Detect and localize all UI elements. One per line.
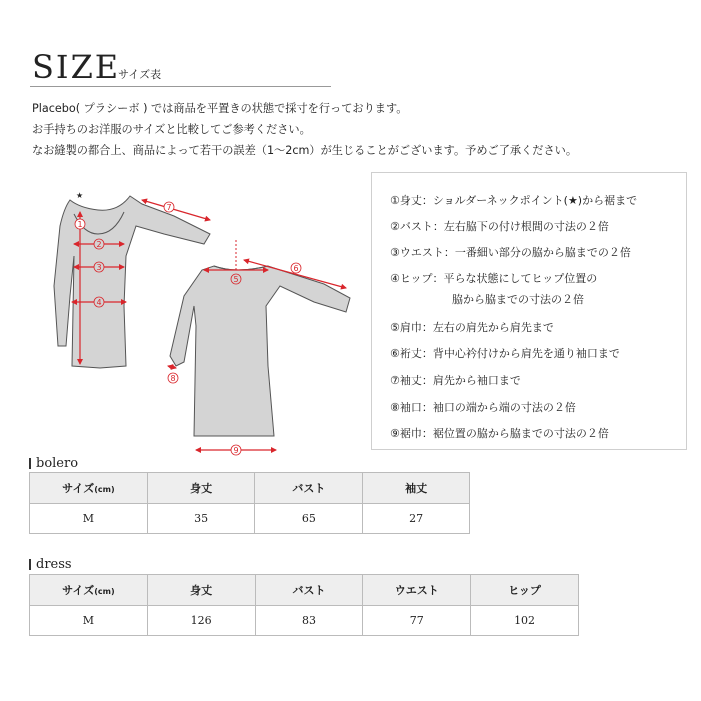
marker-3 xyxy=(94,262,104,272)
marker-2 xyxy=(94,239,104,249)
marker-7-label: 7 xyxy=(166,203,172,212)
intro-text xyxy=(32,98,577,161)
page-subtitle: サイズ表 xyxy=(118,68,162,81)
marker-9-label: 9 xyxy=(233,446,239,455)
marker-4 xyxy=(94,297,104,307)
size-header-text: サイズ xyxy=(62,584,95,597)
dress-section-label xyxy=(29,557,72,572)
value-cell: 77 xyxy=(363,606,471,636)
legend-item-8: ⑧袖口：袖口の端から端の寸法の２倍 xyxy=(390,401,576,414)
size-column-header xyxy=(30,473,148,504)
marker-5 xyxy=(231,274,241,284)
legend-item-2: ②バスト：左右脇下の付け根間の寸法の２倍 xyxy=(390,220,609,233)
size-column-header xyxy=(30,575,148,606)
size-header-text: サイズ xyxy=(62,482,95,495)
marker-9 xyxy=(231,445,241,455)
title-divider xyxy=(30,86,331,87)
measurement-diagram xyxy=(44,186,364,461)
dress-label: dress xyxy=(36,557,72,572)
table-row xyxy=(30,504,470,534)
measurement-legend xyxy=(371,172,687,450)
marker-8-label: 8 xyxy=(170,374,176,383)
marker-1-label: 1 xyxy=(77,220,83,229)
page-title: SIZE xyxy=(32,48,121,86)
value-cell: 65 xyxy=(255,504,363,534)
column-header: バスト xyxy=(255,575,363,606)
section-bar xyxy=(29,559,31,570)
value-cell: 35 xyxy=(147,504,255,534)
marker-7 xyxy=(164,202,174,212)
table-header-row xyxy=(30,473,470,504)
value-cell: 126 xyxy=(147,606,255,636)
size-cell: M xyxy=(30,606,148,636)
marker-1 xyxy=(75,219,85,229)
dress-size-table xyxy=(29,574,579,636)
column-header: 袖丈 xyxy=(363,473,470,504)
legend-item-9: ⑨裾巾：裾位置の脇から脇までの寸法の２倍 xyxy=(390,427,609,440)
value-cell: 83 xyxy=(255,606,363,636)
column-header: 身丈 xyxy=(147,473,255,504)
marker-3-label: 3 xyxy=(96,263,102,272)
back-garment xyxy=(170,266,350,436)
marker-5-label: 5 xyxy=(233,275,239,284)
bolero-label: bolero xyxy=(36,456,79,471)
legend-item-3: ③ウエスト：一番細い部分の脇から脇までの２倍 xyxy=(390,246,631,259)
marker-8 xyxy=(168,373,178,383)
legend-item-7: ⑦袖丈：肩先から袖口まで xyxy=(390,374,521,387)
column-header: 身丈 xyxy=(147,575,255,606)
intro-line-1: Placebo( プラシーボ ) では商品を平置きの状態で採寸を行っております。 xyxy=(32,102,408,115)
value-cell: 27 xyxy=(363,504,470,534)
legend-item-5: ⑤肩巾：左右の肩先から肩先まで xyxy=(390,321,554,334)
unit-text: (cm) xyxy=(94,485,115,494)
value-cell: 102 xyxy=(471,606,579,636)
section-bar xyxy=(29,458,31,469)
size-cell: M xyxy=(30,504,148,534)
intro-line-2: お手持ちのお洋服のサイズと比較してご参考ください。 xyxy=(32,123,311,136)
column-header: バスト xyxy=(255,473,363,504)
marker-2-label: 2 xyxy=(96,240,102,249)
legend-item-4: ④ヒップ：平らな状態にしてヒップ位置の xyxy=(390,272,598,285)
marker-6-label: 6 xyxy=(293,264,299,273)
table-row xyxy=(30,606,579,636)
intro-line-3: なお縫製の都合上、商品によって若干の誤差（1～2cm）が生じることがございます。予めご了承ください。 xyxy=(32,144,578,157)
legend-item-6: ⑥裄丈：背中心衿付けから肩先を通り袖口まで xyxy=(390,347,620,360)
star-marker: ★ xyxy=(76,191,84,200)
table-header-row xyxy=(30,575,579,606)
legend-item-1: ①身丈：ショルダーネックポイント(★)から裾まで xyxy=(390,194,638,207)
bolero-size-table xyxy=(29,472,470,534)
column-header: ヒップ xyxy=(471,575,579,606)
column-header: ウエスト xyxy=(363,575,471,606)
unit-text: (cm) xyxy=(94,587,115,596)
bolero-section-label xyxy=(29,456,78,471)
marker-4-label: 4 xyxy=(96,298,102,307)
marker-6 xyxy=(291,263,301,273)
legend-item-4-cont: 脇から脇までの寸法の２倍 xyxy=(452,293,584,306)
